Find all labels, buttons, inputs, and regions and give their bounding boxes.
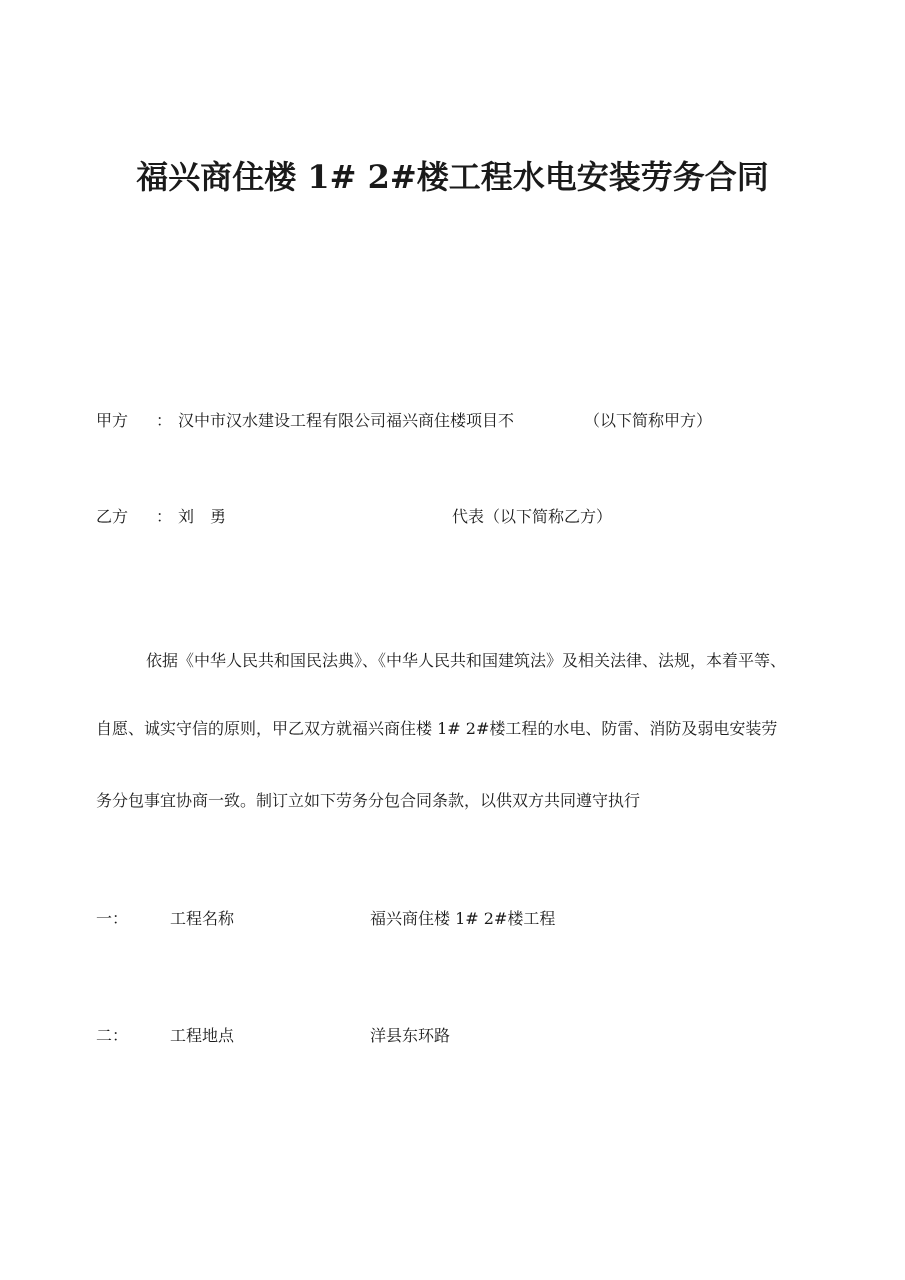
party-a-colon: ： bbox=[156, 411, 173, 430]
party-b-label: 乙方 bbox=[96, 507, 129, 526]
item-value: 福兴商住楼 1# 2#楼工程 bbox=[370, 909, 556, 928]
item-value: 洋县东环路 bbox=[370, 1026, 451, 1045]
intro-line-3: 务分包事宜协商一致。制订立如下劳务分包合同条款，以供双方共同遵守执行 bbox=[96, 791, 641, 810]
party-a-name: 汉中市汉水建设工程有限公司福兴商住楼项目不 bbox=[178, 411, 515, 430]
item-label: 工程名称 bbox=[170, 909, 235, 928]
intro-line-2: 自愿、诚实守信的原则，甲乙双方就福兴商住楼 1# 2#楼工程的水电、防雷、消防及弱电安装劳 bbox=[96, 719, 778, 738]
party-b-name: 刘 勇 bbox=[178, 507, 227, 526]
party-b-suffix: 代表（以下简称乙方） bbox=[452, 507, 613, 526]
party-a-suffix: （以下简称甲方） bbox=[584, 411, 713, 430]
party-b-colon: ： bbox=[156, 507, 173, 526]
item-label: 工程地点 bbox=[170, 1026, 235, 1045]
intro-line-1: 依据《中华人民共和国民法典》、《中华人民共和国建筑法》及相关法律、法规，本着平等、 bbox=[146, 651, 787, 670]
contract-title: 福兴商住楼 1# 2#楼工程水电安装劳务合同 bbox=[136, 158, 769, 196]
item-number: 二： bbox=[96, 1026, 129, 1045]
item-number: 一： bbox=[96, 909, 129, 928]
party-a-label: 甲方 bbox=[96, 411, 129, 430]
